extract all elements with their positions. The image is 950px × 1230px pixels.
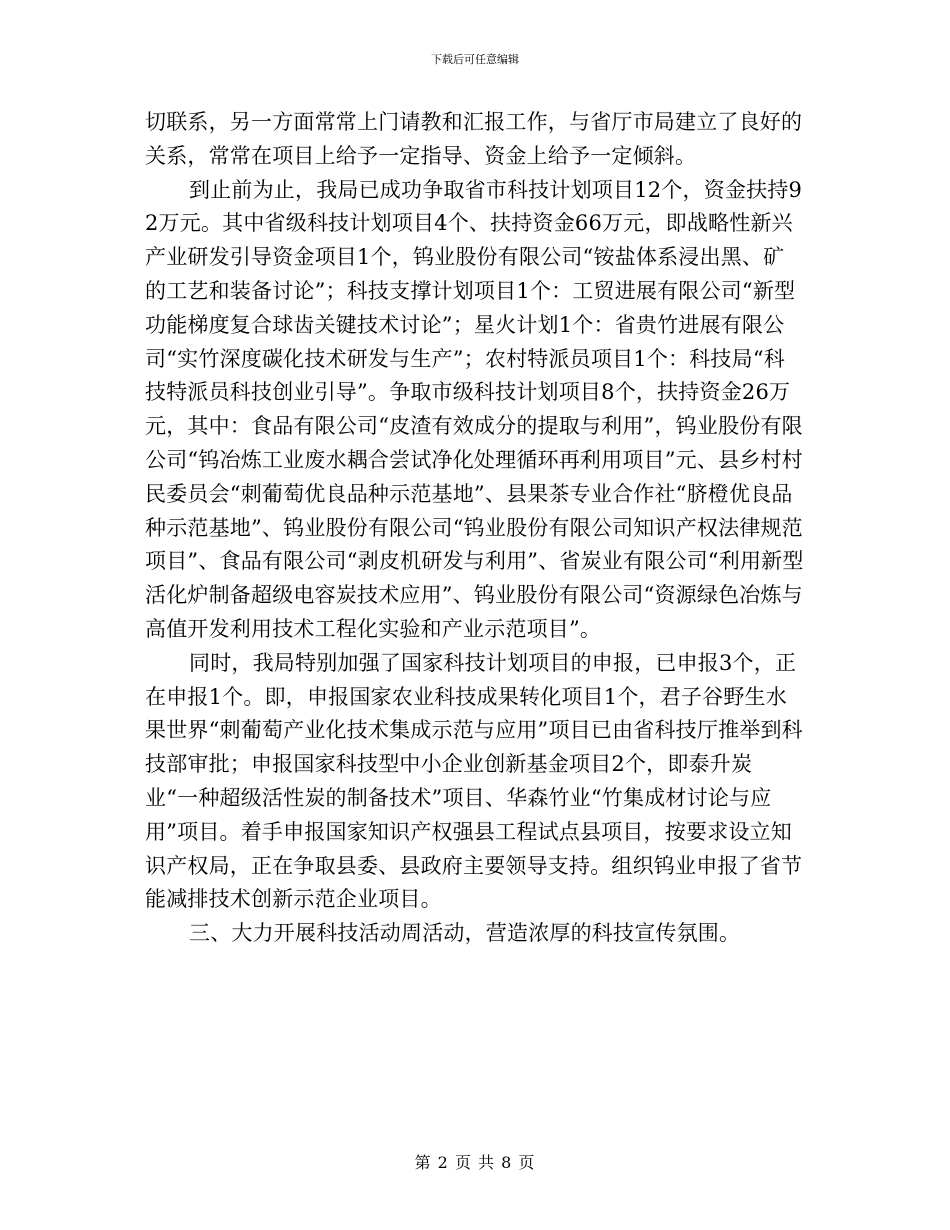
document-body	[145, 106, 805, 951]
paragraph-provincial-projects: 到止前为止，我局已成功争取省市科技计划项目12个，资金扶持92万元。其中省级科技计划项目4个、扶持资金66万元，即战略性新兴产业研发引导资金项目1个，钨业股份有限公司“铵盐体系浸出黑、矿的工艺和装备讨论”；科技支撑计划项目1个：工贸进展有限公司“新型功能梯度复合球齿关键技术讨论”；星火计划1个：省贵竹进展有限公司“实竹深度碳化技术研发与生产”；农村特派员项目1个：科技局“科技特派员科技创业引导”。争取市级科技计划项目8个，扶持资金26万元，其中：食品有限公司“皮渣有效成分的提取与利用”，钨业股份有限公司“钨冶炼工业废水耦合尝试净化处理循环再利用项目”元、县乡村村民委员会“刺葡萄优良品种示范基地”、县果茶专业合作社“脐橙优良品种示范基地”、钨业股份有限公司“钨业股份有限公司知识产权法律规范项目”、食品有限公司“剥皮机研发与利用”、省炭业有限公司“利用新型活化炉制备超级电容炭技术应用”、钨业股份有限公司“资源绿色冶炼与高值开发利用技术工程化实验和产业示范项目”。	[145, 177, 804, 641]
paragraph-continuation: 切联系，另一方面常常上门请教和汇报工作，与省厅市局建立了良好的关系，常常在项目上给予一定指导、资金上给予一定倾斜。	[145, 110, 803, 168]
section-heading-three: 三、大力开展科技活动周活动，营造浓厚的科技宣传氛围。	[189, 921, 741, 946]
paragraph-national-projects: 同时，我局特别加强了国家科技计划项目的申报，已申报3个，正在申报1个。即，申报国家农业科技成果转化项目1个，君子谷野生水果世界“刺葡萄产业化技术集成示范与应用”项目已由省科技厅推举到科技部审批；申报国家科技型中小企业创新基金项目2个，即泰升炭业“一种超级活性炭的制备技术”项目、华森竹业“竹集成材讨论与应用”项目。着手申报国家知识产权强县工程试点县项目，按要求设立知识产权局，正在争取县委、县政府主要领导支持。组织钨业申报了省节能减排技术创新示范企业项目。	[145, 650, 803, 912]
page-footer-number: 第 2 页 共 8 页	[414, 1153, 536, 1172]
page-header-note: 下载后可任意编辑	[431, 53, 519, 66]
